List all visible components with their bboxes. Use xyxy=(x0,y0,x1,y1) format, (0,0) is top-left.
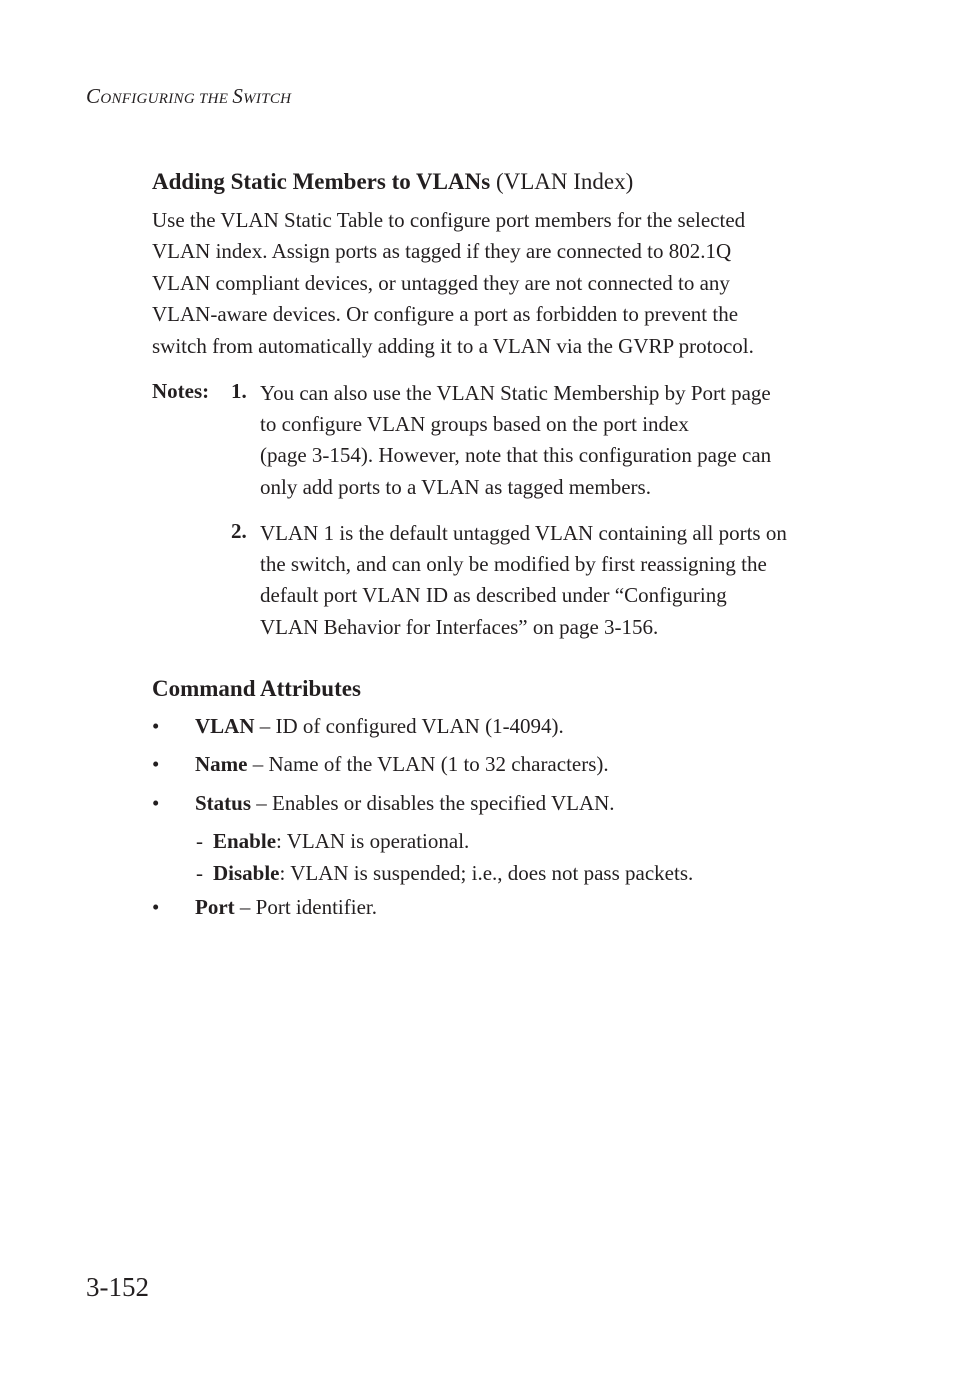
intro-line: Use the VLAN Static Table to configure port members for the selected xyxy=(152,208,746,232)
sub-desc: : VLAN is suspended; i.e., does not pass packets. xyxy=(279,861,694,885)
status-disable xyxy=(213,861,693,886)
sub-item-dash: - xyxy=(196,829,203,853)
intro-line: VLAN compliant devices, or untagged they are not connected to any xyxy=(152,270,730,295)
attribute-desc: – Name of the VLAN (1 to 32 characters). xyxy=(247,752,609,776)
bullet: • xyxy=(152,791,160,815)
running-header-c: C xyxy=(86,84,101,108)
running-header-s: S xyxy=(232,84,244,108)
attribute-status xyxy=(195,791,615,816)
command-attributes-heading: Command Attributes xyxy=(152,676,361,701)
sub-term: Enable xyxy=(213,829,277,853)
note-line: default port VLAN ID as described under “Configuring xyxy=(260,583,727,608)
attribute-desc: – Port identifier. xyxy=(234,895,377,919)
sub-item-dash: - xyxy=(196,861,203,885)
note-number-2: 2. xyxy=(231,519,247,543)
section-title-suffix: (VLAN Index) xyxy=(490,169,634,194)
note-1-body xyxy=(260,378,860,503)
attribute-vlan xyxy=(195,714,564,739)
intro-line: VLAN index. Assign ports as tagged if they are connected to 802.1Q xyxy=(152,239,732,264)
running-header xyxy=(86,84,291,109)
section-title xyxy=(152,169,633,195)
sub-desc: : VLAN is operational. xyxy=(276,829,470,853)
note-line: VLAN 1 is the default untagged VLAN containing all ports on xyxy=(260,521,787,545)
running-header-part2: WITCH xyxy=(243,91,292,107)
attribute-port xyxy=(195,895,377,920)
notes-label: Notes: xyxy=(152,379,210,403)
running-header-part1: ONFIGURING THE xyxy=(100,91,233,107)
attribute-desc: – ID of configured VLAN (1-4094). xyxy=(254,714,564,738)
intro-line: VLAN-aware devices. Or configure a port as forbidden to prevent the xyxy=(152,302,739,327)
note-line: only add ports to a VLAN as tagged members. xyxy=(260,474,651,499)
note-line: the switch, and can only be modified by first reassigning the xyxy=(260,552,767,577)
attribute-term: Name xyxy=(195,752,248,776)
bullet: • xyxy=(152,714,160,738)
intro-line: switch from automatically adding it to a VLAN via the GVRP protocol. xyxy=(152,333,754,358)
attribute-term: VLAN xyxy=(195,714,255,738)
note-line: to configure VLAN groups based on the port index xyxy=(260,412,689,437)
attribute-desc: – Enables or disables the specified VLAN. xyxy=(251,791,615,815)
attribute-term: Port xyxy=(195,895,235,919)
intro-paragraph xyxy=(152,205,852,362)
note-number-1: 1. xyxy=(231,379,247,403)
sub-term: Disable xyxy=(213,861,280,885)
attribute-term: Status xyxy=(195,791,252,815)
status-enable xyxy=(213,829,469,854)
note-line: You can also use the VLAN Static Membership by Port page xyxy=(260,381,771,405)
page-number: 3-152 xyxy=(86,1272,149,1302)
attribute-name xyxy=(195,752,609,777)
bullet: • xyxy=(152,752,160,776)
note-line: (page 3-154). However, note that this configuration page can xyxy=(260,443,772,468)
bullet: • xyxy=(152,895,160,919)
note-2-body xyxy=(260,518,860,643)
note-line: VLAN Behavior for Interfaces” on page 3-156. xyxy=(260,614,659,639)
section-title-bold: Adding Static Members to VLANs xyxy=(152,169,491,194)
